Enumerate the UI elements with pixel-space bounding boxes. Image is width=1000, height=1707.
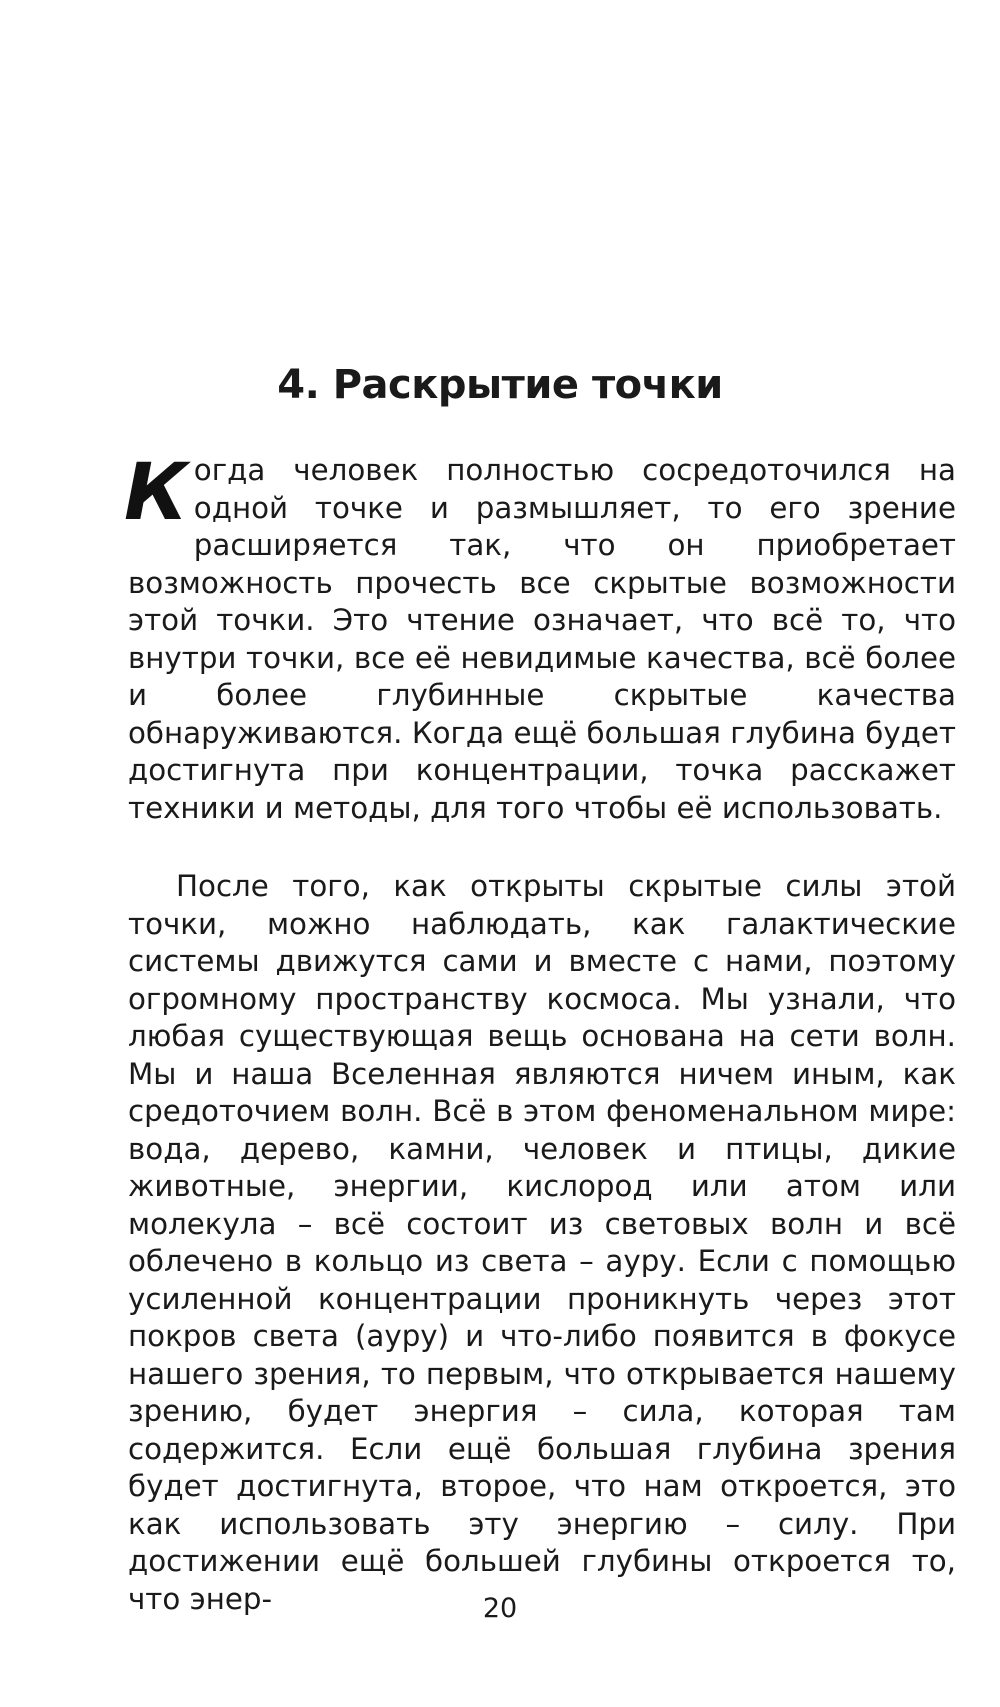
paragraph-1-text: огда человек полностью сосредоточился на одной точке и размышляет, то его зрение расширяется так, что он приобретает возможность прочесть все скрытые возможности этой точки. Это чтение означает, что всё то, что внутри точки, все её невидимые качества, всё более и более глубинные скрытые качества обнаруживаются. Когда ещё большая глубина будет достигнута при концентрации, точка расскажет техники и методы, для того чтобы её использовать.	[128, 453, 956, 825]
paragraph-2: После того, как открыты скрытые силы этой точки, можно наблюдать, как галактические системы движутся сами и вместе с нами, поэтому огромному пространству космоса. Мы узнали, что любая существующая вещь основана на сети волн. Мы и наша Вселенная являются ничем иным, как средоточием волн. Всё в этом феноменальном мире: вода, дерево, камни, человек и птицы, дикие животные, энергии, кислород или атом или молекула – всё состоит из световых волн и всё облечено в кольцо из света – ауру. Если с помощью усиленной концентрации проникнуть через этот покров света (ауру) и что-либо появится в фокусе нашего зрения, то первым, что открывается нашему зрению, будет энергия – сила, которая там содержится. Если ещё большая глубина зрения будет достигнута, второе, что нам откроется, это как использовать эту энергию – силу. При достижении ещё большей глубины откроется то, что энер-	[128, 869, 956, 1616]
page-number: 20	[482, 1593, 518, 1624]
drop-cap: К	[124, 448, 188, 538]
chapter-title: 4. Раскрытие точки	[277, 362, 723, 408]
paragraph-1	[124, 448, 956, 827]
